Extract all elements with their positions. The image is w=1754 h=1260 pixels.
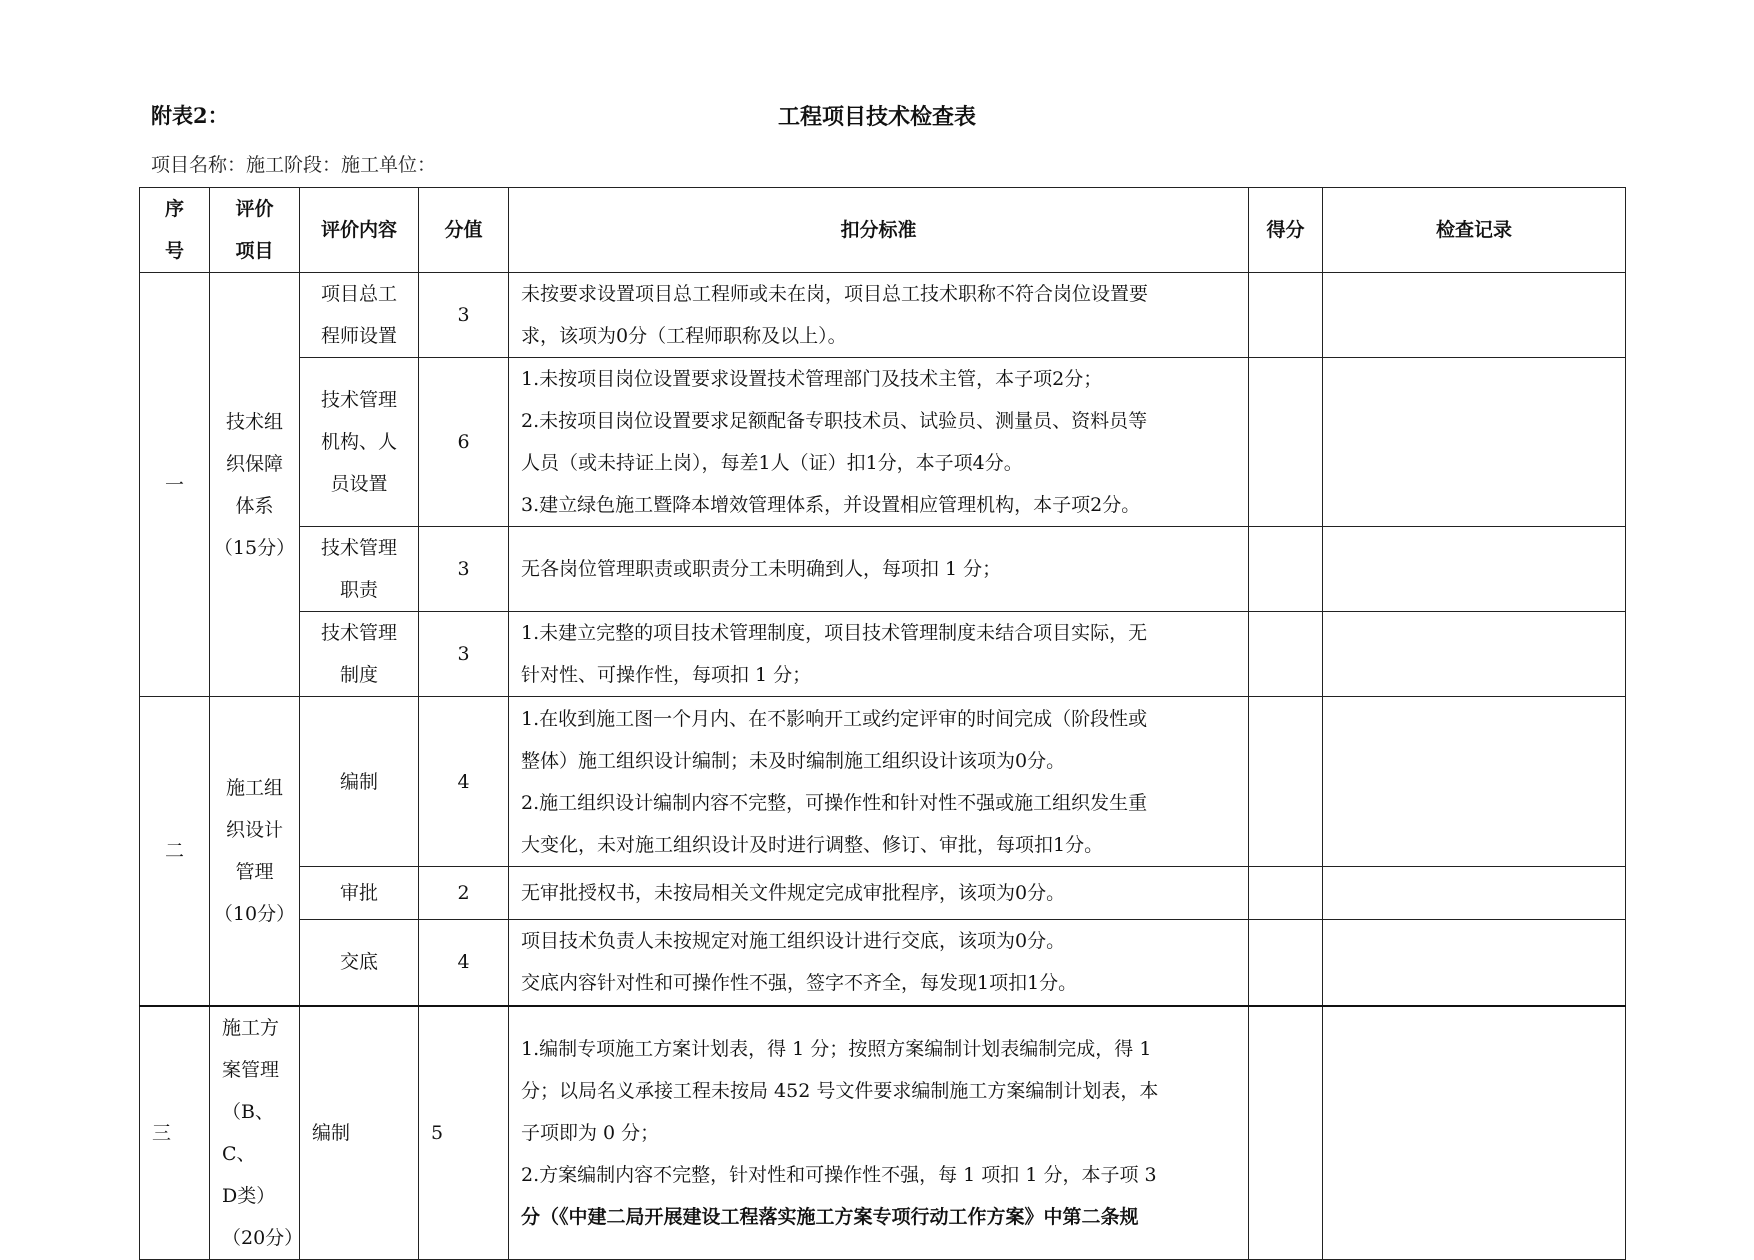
row-score: 4 bbox=[419, 920, 509, 1006]
header-record: 检查记录 bbox=[1323, 188, 1626, 273]
score-entry-cell[interactable] bbox=[1249, 612, 1323, 697]
record-entry-cell[interactable] bbox=[1323, 358, 1626, 527]
row-criteria: 项目技术负责人未按规定对施工组织设计进行交底，该项为0分。 交底内容针对性和可操作性不强，签字不齐全，每发现1项扣1分。 bbox=[509, 920, 1249, 1006]
section-seq: 二 bbox=[140, 697, 210, 1006]
score-entry-cell[interactable] bbox=[1249, 527, 1323, 612]
table-row bbox=[140, 612, 1626, 697]
header-item: 评价 项目 bbox=[210, 188, 300, 273]
row-content: 技术管理 职责 bbox=[300, 527, 419, 612]
row-score: 2 bbox=[419, 867, 509, 920]
score-entry-cell[interactable] bbox=[1249, 273, 1323, 358]
table-row bbox=[140, 358, 1626, 527]
header-content: 评价内容 bbox=[300, 188, 419, 273]
section-seq: 三 bbox=[140, 1006, 210, 1260]
appendix-label: 附表2： bbox=[151, 103, 229, 128]
table-row bbox=[140, 697, 1626, 867]
table-row bbox=[140, 867, 1626, 920]
record-entry-cell[interactable] bbox=[1323, 920, 1626, 1006]
record-entry-cell[interactable] bbox=[1323, 612, 1626, 697]
score-entry-cell[interactable] bbox=[1249, 1006, 1323, 1260]
record-entry-cell[interactable] bbox=[1323, 697, 1626, 867]
row-criteria: 1.编制专项施工方案计划表，得 1 分；按照方案编制计划表编制完成，得 1 分；以局名义承接工程未按局 452 号文件要求编制施工方案编制计划表，本 子项即为 0 分； 2.方案编制内容不完整，针对性和可操作性不强，每 1 项扣 1 分，本子项 3 分（《中建二局开展建设工程落实施工方案专项行动工作方案》中第二条规 bbox=[509, 1006, 1249, 1260]
header-got-score: 得分 bbox=[1249, 188, 1323, 273]
row-score: 3 bbox=[419, 527, 509, 612]
inspection-table bbox=[139, 187, 1626, 1260]
row-content: 项目总工 程师设置 bbox=[300, 273, 419, 358]
table-row bbox=[140, 920, 1626, 1006]
row-content: 编制 bbox=[300, 1006, 419, 1260]
table-row bbox=[140, 1006, 1626, 1260]
row-content: 技术管理 制度 bbox=[300, 612, 419, 697]
row-score: 6 bbox=[419, 358, 509, 527]
row-criteria: 1.在收到施工图一个月内、在不影响开工或约定评审的时间完成（阶段性或 整体）施工组织设计编制；未及时编制施工组织设计该项为0分。 2.施工组织设计编制内容不完整，可操作性和针对性不强或施工组织发生重 大变化，未对施工组织设计及时进行调整、修订、审批，每项扣1分。 bbox=[509, 697, 1249, 867]
row-criteria: 1.未建立完整的项目技术管理制度，项目技术管理制度未结合项目实际，无 针对性、可操作性，每项扣 1 分； bbox=[509, 612, 1249, 697]
row-score: 4 bbox=[419, 697, 509, 867]
section-seq: 一 bbox=[140, 273, 210, 697]
table-row bbox=[140, 273, 1626, 358]
row-criteria: 无审批授权书，未按局相关文件规定完成审批程序，该项为0分。 bbox=[509, 867, 1249, 920]
project-meta-line: 项目名称：施工阶段：施工单位： bbox=[151, 154, 437, 176]
record-entry-cell[interactable] bbox=[1323, 527, 1626, 612]
score-entry-cell[interactable] bbox=[1249, 867, 1323, 920]
score-entry-cell[interactable] bbox=[1249, 697, 1323, 867]
record-entry-cell[interactable] bbox=[1323, 867, 1626, 920]
table-row bbox=[140, 527, 1626, 612]
row-content: 技术管理 机构、人 员设置 bbox=[300, 358, 419, 527]
header-score: 分值 bbox=[419, 188, 509, 273]
section-item: 施工组 织设计 管理 （10分） bbox=[210, 697, 300, 1006]
record-entry-cell[interactable] bbox=[1323, 1006, 1626, 1260]
row-score: 3 bbox=[419, 273, 509, 358]
table-header-row bbox=[140, 188, 1626, 273]
row-criteria: 未按要求设置项目总工程师或未在岗，项目总工技术职称不符合岗位设置要 求，该项为0分（工程师职称及以上）。 bbox=[509, 273, 1249, 358]
section-item: 技术组 织保障 体系 （15分） bbox=[210, 273, 300, 697]
row-score: 3 bbox=[419, 612, 509, 697]
page-title: 工程项目技术检查表 bbox=[777, 104, 976, 130]
row-criteria: 无各岗位管理职责或职责分工未明确到人，每项扣 1 分； bbox=[509, 527, 1249, 612]
header-criteria: 扣分标准 bbox=[509, 188, 1249, 273]
row-score: 5 bbox=[419, 1006, 509, 1260]
score-entry-cell[interactable] bbox=[1249, 920, 1323, 1006]
score-entry-cell[interactable] bbox=[1249, 358, 1323, 527]
row-content: 交底 bbox=[300, 920, 419, 1006]
record-entry-cell[interactable] bbox=[1323, 273, 1626, 358]
section-item: 施工方 案管理 （B、C、 D类） （20分） bbox=[210, 1006, 300, 1260]
row-content: 审批 bbox=[300, 867, 419, 920]
row-criteria: 1.未按项目岗位设置要求设置技术管理部门及技术主管，本子项2分； 2.未按项目岗位设置要求足额配备专职技术员、试验员、测量员、资料员等 人员（或未持证上岗），每差1人（证）扣1分，本子项4分。 3.建立绿色施工暨降本增效管理体系，并设置相应管理机构，本子项2分。 bbox=[509, 358, 1249, 527]
row-content: 编制 bbox=[300, 697, 419, 867]
header-seq: 序 号 bbox=[140, 188, 210, 273]
